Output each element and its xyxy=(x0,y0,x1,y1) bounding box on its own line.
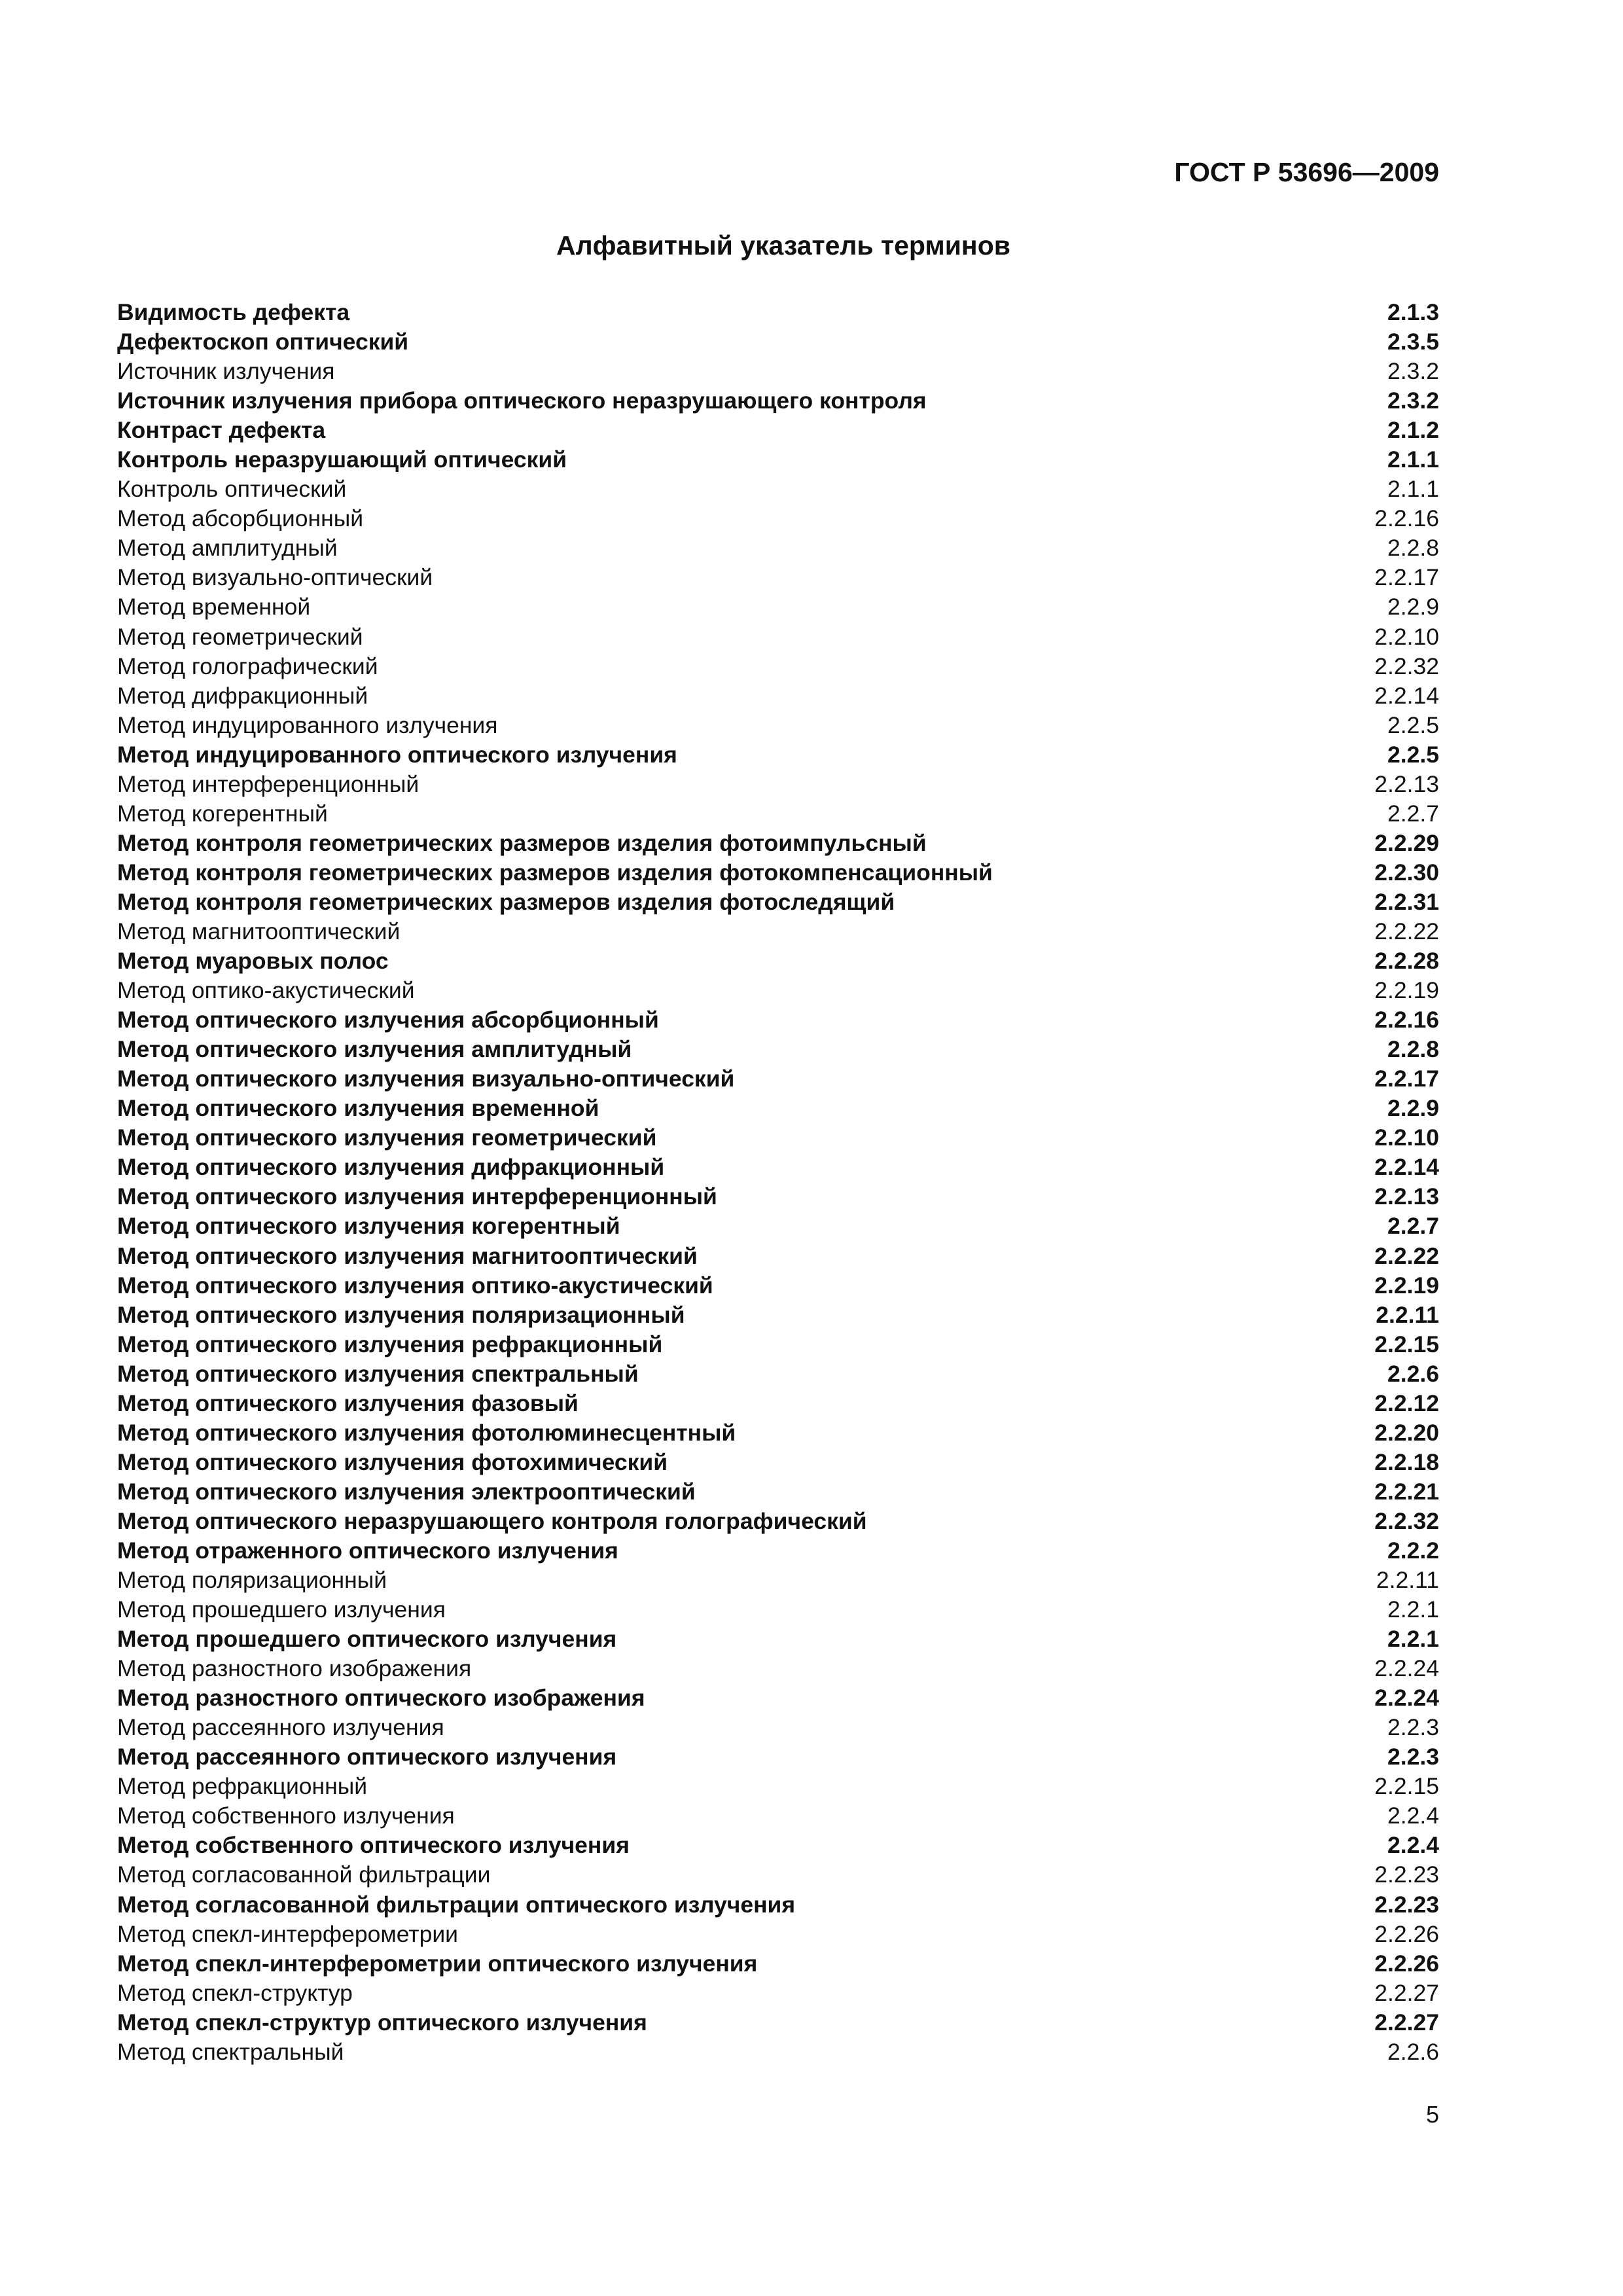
page-number: 5 xyxy=(1425,2101,1439,2128)
index-entry xyxy=(117,858,1439,888)
index-entry xyxy=(117,1801,1439,1831)
index-reference: 2.2.32 xyxy=(1374,653,1439,679)
index-reference: 2.2.20 xyxy=(1374,1419,1439,1446)
index-reference: 2.2.31 xyxy=(1374,888,1439,915)
index-entry xyxy=(117,1418,1439,1448)
index-reference: 2.2.2 xyxy=(1387,1537,1439,1564)
index-term: Метод контроля геометрических размеров изделия фотоимпульсный xyxy=(117,829,927,856)
index-reference: 2.2.15 xyxy=(1374,1331,1439,1357)
index-entry xyxy=(117,1005,1439,1035)
index-entry xyxy=(117,1742,1439,1772)
index-entry xyxy=(117,1123,1439,1153)
index-entry xyxy=(117,357,1439,386)
index-reference: 2.2.11 xyxy=(1376,1301,1439,1328)
index-entry xyxy=(117,711,1439,740)
index-term: Метод согласованной фильтрации xyxy=(117,1861,491,1888)
index-term: Метод отраженного оптического излучения xyxy=(117,1537,618,1564)
index-term: Метод оптического излучения оптико-акустический xyxy=(117,1272,713,1299)
index-entry xyxy=(117,1595,1439,1624)
index-entry xyxy=(117,946,1439,976)
index-term: Метод муаровых полос xyxy=(117,948,389,975)
index-term: Метод магнитооптический xyxy=(117,918,401,944)
index-term: Метод оптического излучения амплитудный xyxy=(117,1036,632,1063)
index-entry xyxy=(117,2008,1439,2037)
index-term: Контроль неразрушающий оптический xyxy=(117,446,567,473)
index-entry xyxy=(117,1064,1439,1094)
index-reference: 2.2.10 xyxy=(1374,623,1439,650)
index-reference: 2.2.13 xyxy=(1374,1183,1439,1210)
index-entry xyxy=(117,1477,1439,1507)
index-term: Метод поляризационный xyxy=(117,1567,387,1594)
index-reference: 2.1.3 xyxy=(1387,299,1439,325)
index-reference: 2.2.3 xyxy=(1387,1714,1439,1741)
index-entry xyxy=(117,622,1439,652)
index-reference: 2.2.19 xyxy=(1374,1272,1439,1299)
index-entry xyxy=(117,1182,1439,1211)
index-entry xyxy=(117,1507,1439,1536)
index-entry xyxy=(117,1094,1439,1123)
index-term: Метод контроля геометрических размеров изделия фотокомпенсационный xyxy=(117,859,993,886)
index-term: Метод согласованной фильтрации оптического излучения xyxy=(117,1891,796,1918)
index-term: Метод дифракционный xyxy=(117,682,368,709)
index-reference: 2.2.10 xyxy=(1374,1124,1439,1151)
index-entry xyxy=(117,976,1439,1005)
index-term: Метод рассеянного излучения xyxy=(117,1714,444,1741)
index-term: Метод оптического излучения рефракционный xyxy=(117,1331,663,1357)
index-reference: 2.2.7 xyxy=(1387,1213,1439,1240)
index-reference: 2.2.26 xyxy=(1374,1950,1439,1977)
index-entry xyxy=(117,386,1439,416)
index-reference: 2.2.23 xyxy=(1374,1891,1439,1918)
index-reference: 2.2.16 xyxy=(1374,505,1439,532)
index-reference: 2.2.13 xyxy=(1374,770,1439,797)
index-entry xyxy=(117,1300,1439,1330)
index-reference: 2.1.1 xyxy=(1387,446,1439,473)
index-reference: 2.2.5 xyxy=(1387,711,1439,738)
index-term: Метод оптического излучения магнитооптический xyxy=(117,1242,698,1269)
index-term: Метод визуально-оптический xyxy=(117,564,433,591)
index-entry xyxy=(117,1271,1439,1300)
index-entry xyxy=(117,416,1439,445)
index-term: Метод собственного оптического излучения xyxy=(117,1832,630,1859)
term-index-list xyxy=(117,298,1439,2067)
index-entry xyxy=(117,533,1439,563)
index-term: Метод контроля геометрических размеров изделия фотоследящий xyxy=(117,888,895,915)
index-term: Метод рефракционный xyxy=(117,1773,368,1800)
page-title: Алфавитный указатель терминов xyxy=(556,230,1010,260)
index-entry xyxy=(117,1713,1439,1742)
index-term: Метод собственного излучения xyxy=(117,1803,455,1829)
index-entry xyxy=(117,770,1439,799)
index-entry xyxy=(117,1772,1439,1801)
index-term: Метод амплитудный xyxy=(117,535,338,562)
index-reference: 2.2.22 xyxy=(1374,1242,1439,1269)
index-term: Метод рассеянного оптического излучения xyxy=(117,1744,617,1770)
index-reference: 2.2.24 xyxy=(1374,1685,1439,1712)
index-entry xyxy=(117,592,1439,622)
index-entry xyxy=(117,1389,1439,1418)
index-term: Метод временной xyxy=(117,594,311,620)
index-term: Метод оптического излучения фотохимический xyxy=(117,1448,668,1475)
index-entry xyxy=(117,1624,1439,1654)
index-entry xyxy=(117,1566,1439,1595)
index-entry xyxy=(117,1860,1439,1890)
index-reference: 2.2.14 xyxy=(1374,1154,1439,1181)
index-term: Видимость дефекта xyxy=(117,299,350,325)
index-entry xyxy=(117,888,1439,917)
index-term: Источник излучения прибора оптического неразрушающего контроля xyxy=(117,387,927,414)
index-term: Источник излучения xyxy=(117,358,335,385)
index-entry xyxy=(117,1330,1439,1359)
index-entry xyxy=(117,1242,1439,1271)
index-reference: 2.2.23 xyxy=(1374,1861,1439,1888)
index-term: Метод спекл-интерферометрии оптического излучения xyxy=(117,1950,758,1977)
index-entry xyxy=(117,563,1439,592)
index-reference: 2.2.17 xyxy=(1374,564,1439,591)
index-term: Метод индуцированного оптического излучения xyxy=(117,741,677,768)
index-entry xyxy=(117,1211,1439,1241)
index-term: Метод голографический xyxy=(117,653,378,679)
index-entry xyxy=(117,681,1439,711)
index-reference: 2.2.27 xyxy=(1374,2009,1439,2036)
index-reference: 2.2.14 xyxy=(1374,682,1439,709)
index-reference: 2.2.4 xyxy=(1387,1803,1439,1829)
index-entry xyxy=(117,1536,1439,1566)
index-term: Метод оптического излучения электрооптический xyxy=(117,1478,696,1505)
index-reference: 2.2.19 xyxy=(1374,977,1439,1004)
index-reference: 2.2.9 xyxy=(1387,1095,1439,1122)
index-term: Метод прошедшего оптического излучения xyxy=(117,1626,617,1653)
index-term: Метод оптического излучения поляризационный xyxy=(117,1301,685,1328)
index-term: Метод разностного оптического изображения xyxy=(117,1685,645,1712)
index-reference: 2.2.12 xyxy=(1374,1390,1439,1416)
index-term: Метод оптического излучения интерференционный xyxy=(117,1183,717,1210)
index-reference: 2.2.22 xyxy=(1374,918,1439,944)
index-entry xyxy=(117,1153,1439,1182)
index-reference: 2.2.16 xyxy=(1374,1007,1439,1033)
index-reference: 2.2.21 xyxy=(1374,1478,1439,1505)
index-entry xyxy=(117,1683,1439,1713)
index-term: Метод оптического излучения абсорбционный xyxy=(117,1007,659,1033)
index-term: Метод оптического излучения фотолюминесцентный xyxy=(117,1419,736,1446)
document-header: ГОСТ Р 53696—2009 xyxy=(1174,157,1439,187)
index-term: Метод оптического излучения временной xyxy=(117,1095,599,1122)
index-entry xyxy=(117,740,1439,770)
index-term: Метод оптического излучения геометрический xyxy=(117,1124,657,1151)
index-term: Метод оптического излучения когерентный xyxy=(117,1213,620,1240)
index-entry xyxy=(117,1831,1439,1860)
index-entry xyxy=(117,1949,1439,1979)
index-term: Метод прошедшего излучения xyxy=(117,1596,446,1623)
index-entry xyxy=(117,1920,1439,1949)
index-term: Метод оптического неразрушающего контроля голографический xyxy=(117,1507,867,1534)
index-entry xyxy=(117,475,1439,504)
index-reference: 2.2.7 xyxy=(1387,800,1439,827)
index-reference: 2.2.5 xyxy=(1387,741,1439,768)
index-entry xyxy=(117,829,1439,858)
index-term: Метод разностного изображения xyxy=(117,1655,472,1682)
index-reference: 2.2.1 xyxy=(1387,1626,1439,1653)
index-reference: 2.2.28 xyxy=(1374,948,1439,975)
index-reference: 2.2.32 xyxy=(1374,1507,1439,1534)
index-reference: 2.3.5 xyxy=(1387,329,1439,355)
index-term: Метод оптического излучения спектральный xyxy=(117,1360,639,1387)
index-term: Метод оптического излучения дифракционный xyxy=(117,1154,665,1181)
index-reference: 2.1.2 xyxy=(1387,417,1439,444)
index-entry xyxy=(117,652,1439,681)
index-term: Контраст дефекта xyxy=(117,417,326,444)
index-entry xyxy=(117,1890,1439,1920)
index-term: Метод абсорбционный xyxy=(117,505,364,532)
index-reference: 2.2.15 xyxy=(1374,1773,1439,1800)
index-term: Метод индуцированного излучения xyxy=(117,711,498,738)
index-entry xyxy=(117,298,1439,327)
index-reference: 2.2.6 xyxy=(1387,1360,1439,1387)
index-reference: 2.2.9 xyxy=(1387,594,1439,620)
index-reference: 2.2.8 xyxy=(1387,1036,1439,1063)
index-reference: 2.2.24 xyxy=(1374,1655,1439,1682)
index-entry xyxy=(117,327,1439,357)
index-entry xyxy=(117,1035,1439,1064)
index-entry xyxy=(117,1448,1439,1477)
index-term: Метод спекл-интерферометрии xyxy=(117,1920,458,1947)
index-reference: 2.3.2 xyxy=(1387,358,1439,385)
index-reference: 2.2.18 xyxy=(1374,1448,1439,1475)
index-entry xyxy=(117,445,1439,475)
index-entry xyxy=(117,1979,1439,2008)
index-entry xyxy=(117,1654,1439,1683)
index-reference: 2.2.17 xyxy=(1374,1066,1439,1092)
index-term: Метод спекл-структур xyxy=(117,1979,353,2006)
index-reference: 2.2.4 xyxy=(1387,1832,1439,1859)
index-entry xyxy=(117,1359,1439,1389)
index-reference: 2.2.1 xyxy=(1387,1596,1439,1623)
index-term: Метод оптико-акустический xyxy=(117,977,415,1004)
index-term: Метод спекл-структур оптического излучения xyxy=(117,2009,647,2036)
index-term: Метод когерентный xyxy=(117,800,328,827)
index-reference: 2.2.8 xyxy=(1387,535,1439,562)
index-reference: 2.3.2 xyxy=(1387,387,1439,414)
index-entry xyxy=(117,799,1439,829)
index-reference: 2.2.27 xyxy=(1374,1979,1439,2006)
index-term: Метод оптического излучения фазовый xyxy=(117,1390,579,1416)
index-term: Контроль оптический xyxy=(117,476,347,503)
index-entry xyxy=(117,504,1439,533)
index-reference: 2.2.30 xyxy=(1374,859,1439,886)
index-reference: 2.1.1 xyxy=(1387,476,1439,503)
index-term: Дефектоскоп оптический xyxy=(117,329,409,355)
index-reference: 2.2.26 xyxy=(1374,1920,1439,1947)
index-reference: 2.2.11 xyxy=(1376,1567,1439,1594)
index-entry xyxy=(117,917,1439,946)
index-term: Метод геометрический xyxy=(117,623,363,650)
index-term: Метод интерференционный xyxy=(117,770,419,797)
index-entry xyxy=(117,2037,1439,2067)
index-reference: 2.2.6 xyxy=(1387,2038,1439,2065)
index-term: Метод спектральный xyxy=(117,2038,344,2065)
index-reference: 2.2.3 xyxy=(1387,1744,1439,1770)
index-reference: 2.2.29 xyxy=(1374,829,1439,856)
index-term: Метод оптического излучения визуально-оптический xyxy=(117,1066,735,1092)
